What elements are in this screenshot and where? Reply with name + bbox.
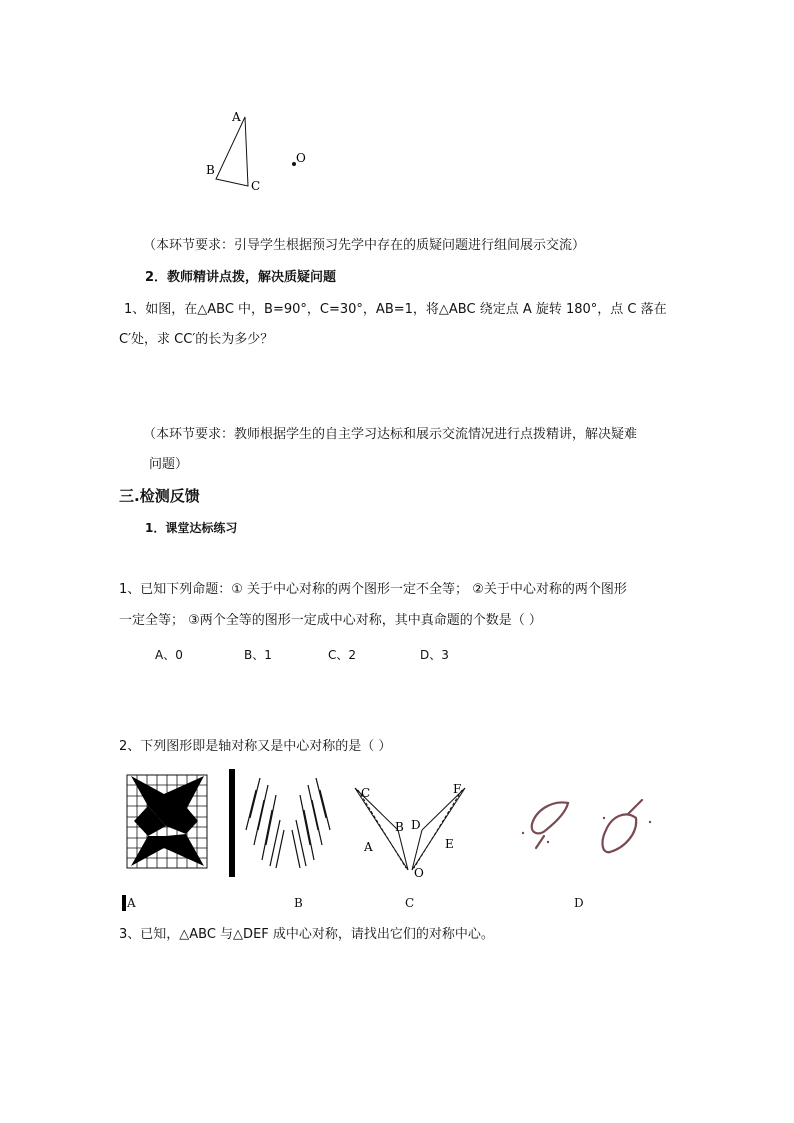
figure-d-leaves bbox=[532, 800, 642, 852]
requirement-2-line-2: 问题） bbox=[149, 457, 189, 472]
figure-c-label-f: F bbox=[453, 782, 462, 796]
question-1-option-b: B、1 bbox=[244, 648, 272, 662]
label-a: A bbox=[232, 110, 241, 124]
figure-label-a: A bbox=[127, 896, 136, 910]
question-1-line-1: 1、已知下列命题：① 关于中心对称的两个图形一定不全等； ②关于中心对称的两个图形 bbox=[119, 582, 627, 597]
figure-a-grid-shape bbox=[127, 775, 207, 868]
section-3-title: 三.检测反馈 bbox=[119, 487, 200, 505]
label-o: O bbox=[296, 151, 306, 165]
marker-block bbox=[122, 895, 126, 911]
question-1-option-c: C、2 bbox=[328, 648, 357, 662]
question-1-line-2: 一定全等； ③两个全等的图形一定成中心对称，其中真命题的个数是（ ） bbox=[119, 613, 542, 628]
figure-c-label-a: A bbox=[364, 840, 373, 854]
figure-c-triangles bbox=[355, 788, 465, 870]
question-1-option-a: A、0 bbox=[155, 648, 183, 662]
question-2-text: 2、下列图形即是轴对称又是中心对称的是（ ） bbox=[119, 739, 392, 754]
figure-label-d: D bbox=[574, 896, 584, 910]
figure-c-label-e: E bbox=[445, 837, 454, 851]
problem-1-line-2: C′处，求 CC′的长为多少？ bbox=[119, 332, 274, 347]
figure-c-label-c: C bbox=[361, 786, 371, 800]
step-1-title: 1．课堂达标练习 bbox=[145, 521, 238, 535]
question-3-text: 3、已知，△ABC 与△DEF 成中心对称，请找出它们的对称中心。 bbox=[119, 927, 494, 942]
figure-label-b: B bbox=[294, 896, 303, 910]
label-b: B bbox=[206, 163, 215, 177]
requirement-2-line-1: （本环节要求：教师根据学生的自主学习达标和展示交流情况进行点拨精讲，解决疑难 bbox=[143, 427, 638, 442]
label-c: C bbox=[251, 179, 261, 193]
figure-c-label-b: B bbox=[395, 820, 404, 834]
requirement-1: （本环节要求：引导学生根据预习先学中存在的质疑问题进行组间展示交流） bbox=[143, 238, 586, 253]
problem-1-line-1: 1、如图，在△ABC 中，B=90°，C=30°，AB=1，将△ABC 绕定点 A 旋转 180°，点 C 落在 bbox=[124, 302, 667, 317]
step-2-title: 2．教师精讲点拨，解决质疑问题 bbox=[145, 270, 337, 285]
question-1-option-d: D、3 bbox=[420, 648, 449, 662]
figure-c-label-o: O bbox=[414, 866, 424, 880]
figure-b-strokes bbox=[229, 769, 330, 877]
figure-label-c: C bbox=[405, 896, 415, 910]
figure-c-label-d: D bbox=[411, 818, 421, 832]
